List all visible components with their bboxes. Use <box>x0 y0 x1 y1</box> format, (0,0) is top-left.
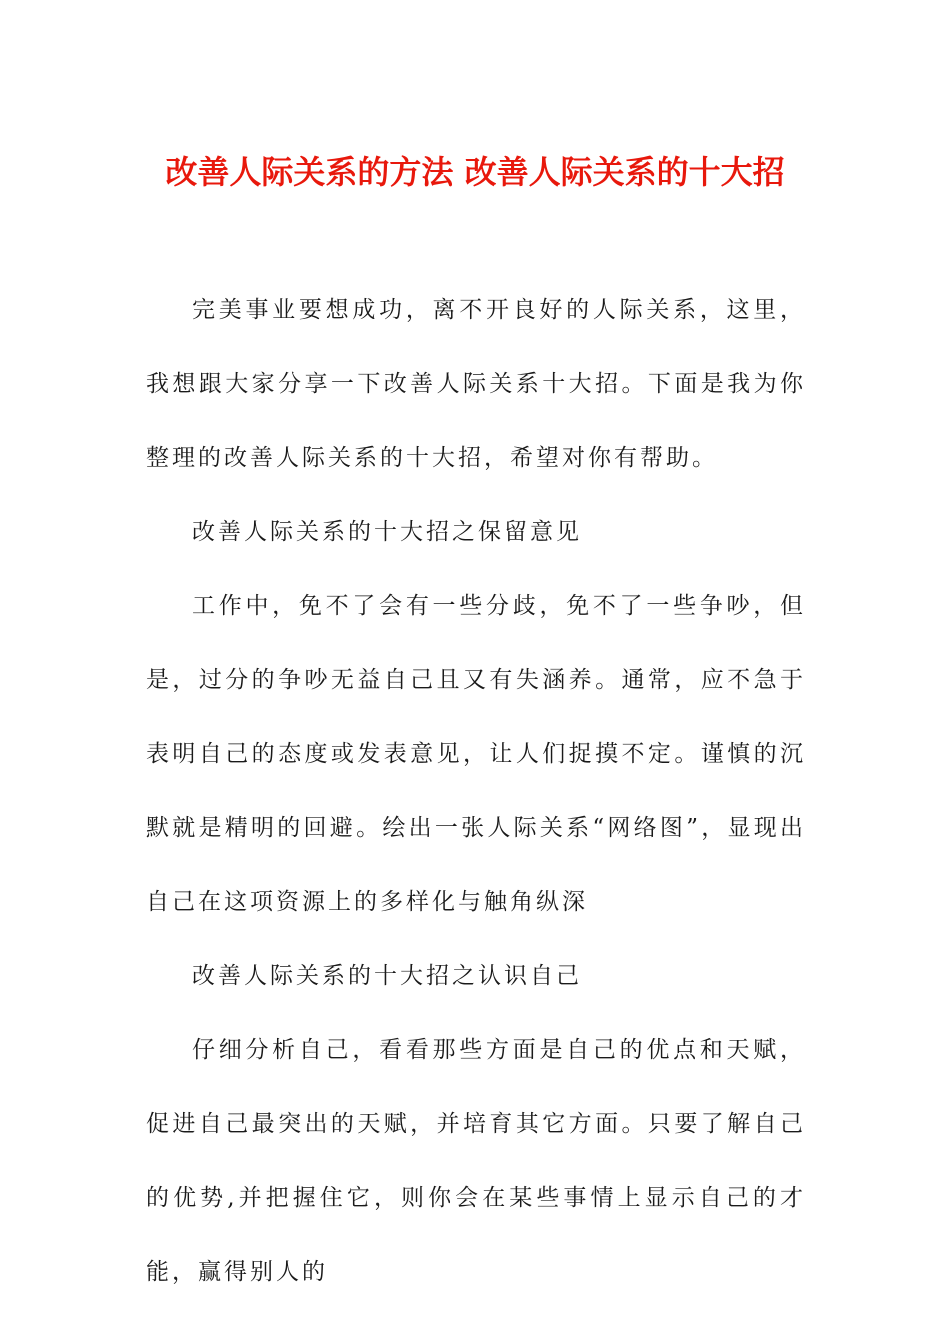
keep-opinion-paragraph: 工作中，免不了会有一些分歧，免不了一些争吵，但是，过分的争吵无益自己且又有失涵养。通常，应不急于表明自己的态度或发表意见，让人们捉摸不定。谨慎的沉默就是精明的回避。绘出一张人际关系“网络图”，显现出自己在这项资源上的多样化与触角纵深 <box>146 593 806 915</box>
document-body <box>146 273 806 1309</box>
section-heading-know-yourself: 改善人际关系的十大招之认识自己 <box>192 963 582 989</box>
document-title: 改善人际关系的方法 改善人际关系的十大招 <box>165 153 785 191</box>
know-yourself-paragraph: 仔细分析自己，看看那些方面是自己的优点和天赋，促进自己最突出的天赋，并培育其它方面。只要了解自己的优势,并把握住它，则你会在某些事情上显示自己的才能，赢得别人的 <box>146 1037 806 1285</box>
section-heading-keep-opinion: 改善人际关系的十大招之保留意见 <box>192 519 582 545</box>
intro-paragraph: 完美事业要想成功，离不开良好的人际关系，这里，我想跟大家分享一下改善人际关系十大招。下面是我为你整理的改善人际关系的十大招，希望对你有帮助。 <box>146 297 806 471</box>
